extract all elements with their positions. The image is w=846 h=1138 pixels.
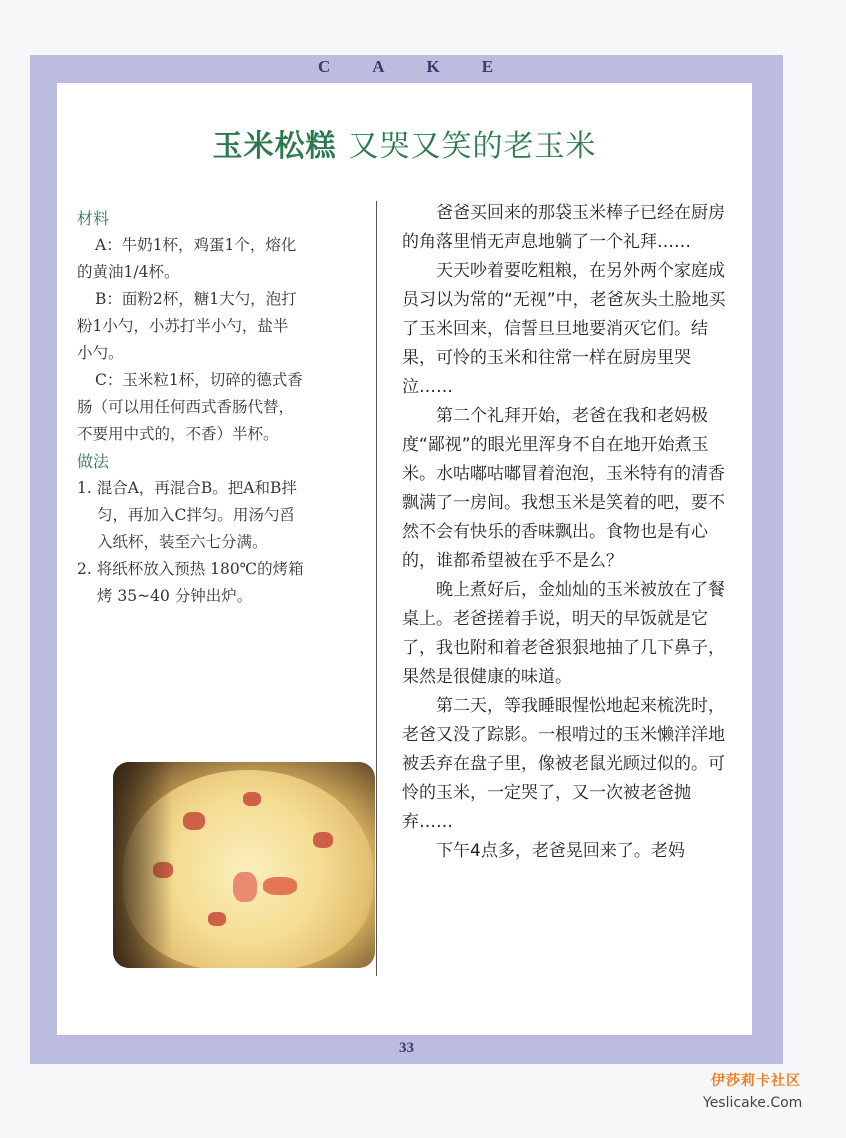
watermark-url: Yeslicake.Com [703, 1095, 803, 1111]
story-paragraph: 爸爸买回来的那袋玉米棒子已经在厨房的角落里悄无声息地躺了一个礼拜…… [402, 203, 725, 252]
ingredient-b [77, 286, 347, 367]
ingredient-line: A：牛奶1杯，鸡蛋1个，熔化 [95, 236, 297, 254]
step-line: 烤 35~40 分钟出炉。 [97, 587, 253, 605]
ingredient-c [77, 367, 347, 448]
story-paragraph: 天天吵着要吃粗粮，在另外两个家庭成员习以为常的“无视”中，老爸灰头土脸地买了玉米回来，信誓旦旦地要消灭它们。结果，可怜的玉米和往常一样在厨房里哭泣…… [402, 261, 726, 397]
content-panel [57, 83, 752, 1035]
step-line: 1. 混合A，再混合B。把A和B拌 [77, 479, 297, 497]
recipe-column [77, 205, 347, 610]
sausage-piece [313, 832, 333, 848]
step-line: 入纸杯，装至六七分满。 [97, 533, 268, 551]
story-paragraph: 第二个礼拜开始，老爸在我和老妈极度“鄙视”的眼光里浑身不自在地开始煮玉米。水咕嘟咕嘟冒着泡泡，玉米特有的清香飘满了一房间。我想玉米是笑着的吧，要不然不会有快乐的香味飘出。食物也是有心的，谁都希望被在乎不是么？ [402, 406, 725, 571]
recipe-subtitle: 又哭又笑的老玉米 [348, 129, 597, 164]
page-title [57, 121, 752, 165]
step-line: 匀，再加入C拌匀。用汤勺舀 [97, 506, 295, 524]
sausage-piece [243, 792, 261, 806]
ingredients-heading: 材料 [77, 209, 110, 228]
page-number: 33 [399, 1040, 414, 1056]
ingredient-line: 不要用中式的，不香）半杯。 [77, 425, 279, 443]
corn-muffin-photo [113, 762, 375, 968]
recipe-title: 玉米松糕 [212, 129, 337, 164]
ingredient-line: B：面粉2杯，糖1大勺，泡打 [95, 290, 297, 308]
ingredient-line: 肠（可以用任何西式香肠代替， [77, 398, 295, 416]
step-line: 2. 将纸杯放入预热 180℃的烤箱 [77, 560, 304, 578]
story-column [402, 199, 732, 866]
ingredient-line: C：玉米粒1杯，切碎的德式香 [95, 371, 303, 389]
story-paragraph: 下午4点多，老爸晃回来了。老妈 [436, 841, 685, 861]
method-step-1 [77, 475, 347, 556]
method-step-2 [77, 556, 347, 610]
sausage-piece [263, 877, 297, 895]
ingredient-line: 粉1小勺，小苏打半小勺，盐半 [77, 317, 289, 335]
watermark-cn: 伊莎莉卡社区 [711, 1073, 801, 1089]
column-divider [376, 201, 377, 976]
ingredient-line: 的黄油1/4杯。 [77, 263, 180, 281]
story-paragraph: 晚上煮好后，金灿灿的玉米被放在了餐桌上。老爸搓着手说，明天的早饭就是它了，我也附和着老爸狠狠地抽了几下鼻子，果然是很健康的味道。 [402, 580, 725, 687]
story-paragraph: 第二天，等我睡眼惺忪地起来梳洗时，老爸又没了踪影。一根啃过的玉米懒洋洋地被丢弃在盘子里，像被老鼠光顾过似的。可怜的玉米，一定哭了，又一次被老爸抛弃…… [402, 696, 725, 832]
method-heading: 做法 [77, 452, 110, 471]
ingredient-line: 小勺。 [77, 344, 124, 362]
sausage-piece [233, 872, 257, 902]
photo-shadow [113, 762, 173, 968]
ingredient-a [77, 232, 347, 286]
section-header: CAKE [317, 57, 536, 76]
sausage-piece [183, 812, 205, 830]
page-frame [30, 55, 783, 1064]
sausage-piece [208, 912, 226, 926]
